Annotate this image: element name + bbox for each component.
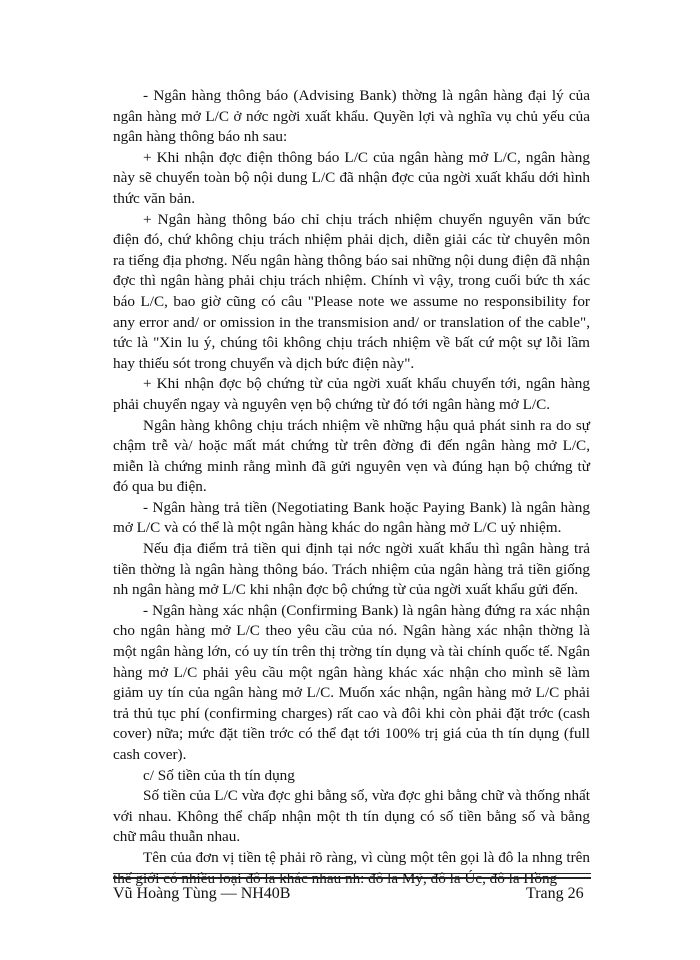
paragraph-advising-bank: - Ngân hàng thông báo (Advising Bank) thờng là ngân hàng đại lý của ngân hàng mở L/C ở nớc ngời xuất khẩu. Quyền lợi và nghĩa vụ chủ yếu của ngân hàng thông báo nh sau:: [113, 87, 590, 146]
paragraph-payment-place: Nếu địa điểm trả tiền qui định tại nớc ngời xuất khẩu thì ngân hàng trả tiền thờng là ngân hàng thông báo. Trách nhiệm của ngân hàng trả tiền giống nh ngân hàng mở L/C khi nhận đợc bộ chứng từ của ngời xuất khẩu gửi đến.: [113, 540, 590, 599]
footer-page-number: Trang 26: [526, 885, 584, 902]
footer-author: Vũ Hoàng Tùng — NH40B: [113, 885, 291, 902]
paragraph-amount: Số tiền của L/C vừa đợc ghi bằng số, vừa đợc ghi bằng chữ và thống nhất với nhau. Không thể chấp nhận một th tín dụng có số tiền bằng số và bằng chữ mâu thuẫn nhau.: [113, 787, 590, 846]
paragraph-currency: Tên của đơn vị tiền tệ phải rõ ràng, vì cùng một tên gọi là đô la nhng trên thế giới có nhiều loại đô la khác nhau nh: đô la Mỹ, đô la Úc, đô la Hồng: [113, 848, 590, 887]
paragraph-advising-duty-2: + Ngân hàng thông báo chỉ chịu trách nhiệm chuyển nguyên văn bức điện đó, chứ không chịu trách nhiệm phải dịch, diễn giải các từ chuyên môn ra tiếng địa phơng. Nếu ngân hàng thông báo sai những nội dung điện đã nhận đợc thì ngân hàng phải chịu trách nhiệm. Chính vì vậy, trong cuối bức th xác báo L/C, bao giờ cũng có câu "Please note we assume no responsibility for any error and/ or omission in the transmision and/ or translation of the cable", tức là "Xin lu ý, chúng tôi không chịu trách nhiệm về bất cứ một sự lỗi lầm hay thiếu sót trong chuyển và dịch bức điện này".: [113, 210, 590, 372]
paragraph-liability: Ngân hàng không chịu trách nhiệm về những hậu quả phát sinh ra do sự chậm trễ và/ hoặc mất mát chứng từ trên đờng đi đến ngân hàng mở L/C, miễn là chứng minh rằng mình đã gửi nguyên vẹn và đúng hạn bộ chứng từ đó qua bu điện.: [113, 416, 590, 496]
paragraph-confirming-bank: - Ngân hàng xác nhận (Confirming Bank) là ngân hàng đứng ra xác nhận cho ngân hàng mở L/C theo yêu cầu của nó. Ngân hàng xác nhận thờng là một ngân hàng lớn, có uy tín trên thị trờng tín dụng và tài chính quốc tế. Ngân hàng mở L/C phải yêu cầu một ngân hàng khác xác nhận cho mình sẽ làm giảm uy tín của ngân hàng mở L/C. Muốn xác nhận, ngân hàng mở L/C phải trả thủ tục phí (confirming charges) rất cao và đôi khi còn phải đặt trớc (cash cover) nữa; mức đặt tiền trớc có thể đạt tới 100% trị giá của th tín dụng (full cash cover).: [113, 601, 590, 763]
paragraph-paying-bank: - Ngân hàng trả tiền (Negotiating Bank hoặc Paying Bank) là ngân hàng mở L/C và có thể là một ngân hàng khác do ngân hàng mở L/C uỷ nhiệm.: [113, 498, 590, 537]
paragraph-advising-duty-3: + Khi nhận đợc bộ chứng từ của ngời xuất khẩu chuyển tới, ngân hàng phải chuyển ngay và nguyên vẹn bộ chứng từ đó tới ngân hàng mở L/C.: [113, 375, 590, 413]
document-body: [113, 86, 590, 889]
footer-divider-thin: [113, 873, 591, 874]
paragraph-advising-duty-1: + Khi nhận đợc điện thông báo L/C của ngân hàng mở L/C, ngân hàng này sẽ chuyển toàn bộ nội dung L/C đã nhận đợc của ngời xuất khẩu dới hình thức văn bản.: [113, 148, 590, 207]
section-heading-amount: c/ Số tiền của th tín dụng: [143, 766, 295, 784]
footer-divider-thick: [113, 877, 591, 879]
